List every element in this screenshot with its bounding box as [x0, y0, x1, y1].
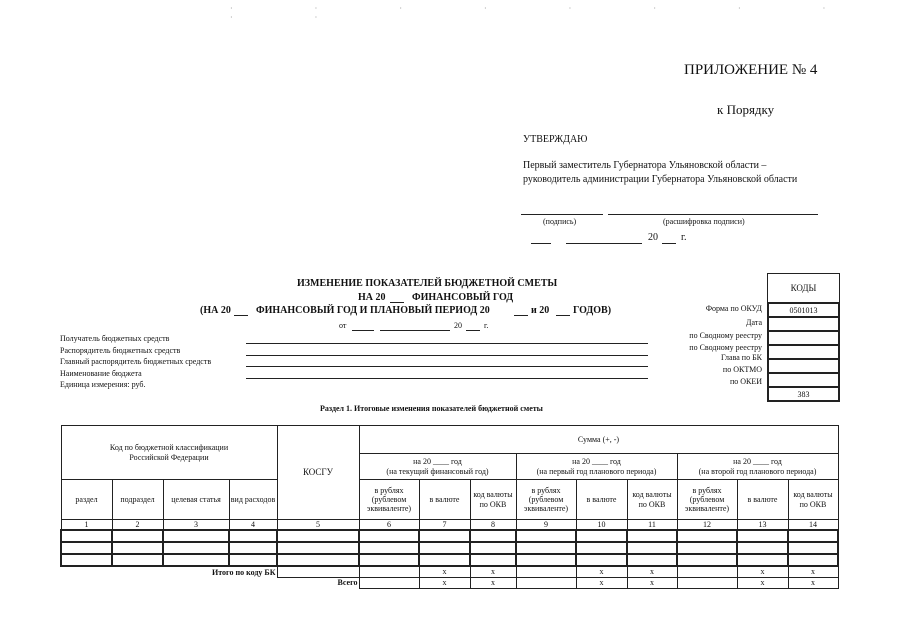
field-manager: Распорядитель бюджетных средств: [60, 346, 181, 355]
x-mark: х: [627, 566, 677, 577]
codes-value: 383: [768, 387, 839, 401]
period-prefix: на 20: [572, 457, 590, 467]
approve-date-year: 20: [648, 232, 658, 243]
from-day-line: [352, 330, 374, 331]
date-year-line: [662, 243, 676, 244]
total-bk-row: [61, 566, 838, 577]
codes-value: 0501013: [768, 303, 839, 317]
table-row: [61, 542, 838, 554]
period-second-plan: на 20 ____ год (на второй год планового периода): [677, 454, 838, 480]
codes-header: КОДЫ: [790, 283, 817, 293]
title-year-prefix: НА 20: [358, 292, 386, 303]
x-mark: х: [470, 566, 516, 577]
col-number: 2: [112, 520, 163, 531]
x-mark: х: [419, 566, 470, 577]
bk-header: [61, 426, 277, 480]
date-month-line: [566, 243, 642, 244]
table-row: [61, 554, 838, 566]
col-number: 4: [229, 520, 277, 531]
col-rub: в рублях (рублевом эквиваленте): [516, 480, 576, 520]
period-year: год: [609, 457, 621, 467]
x-mark: х: [737, 577, 788, 588]
kosgu-header: КОСГУ: [277, 426, 359, 520]
title-period-line2: [514, 315, 528, 316]
period-prefix: на 20: [733, 457, 751, 467]
bk-header-line1: Код по бюджетной классификации: [109, 443, 229, 453]
codes-value: [768, 317, 839, 331]
codes-label: Форма по ОКУД: [705, 304, 762, 313]
codes-label: Глава по БК: [721, 353, 762, 362]
scan-noise: · · · · · · · · · ·: [230, 4, 866, 22]
from-year: 20: [454, 321, 462, 330]
codes-label: Дата: [746, 318, 762, 327]
col-currency: в валюте: [737, 480, 788, 520]
codes-table: [767, 302, 840, 402]
x-mark: х: [788, 577, 838, 588]
signature-line: [521, 214, 603, 215]
official-title-line2: руководитель администрации Губернатора Ульяновской области: [523, 174, 798, 185]
x-mark: х: [470, 577, 516, 588]
total-bk-label: Итого по коду БК: [212, 567, 276, 577]
date-day-line: [531, 243, 551, 244]
codes-label: по Сводному реестру: [689, 343, 762, 352]
codes-value: [768, 345, 839, 359]
col-number: 6: [359, 520, 419, 531]
field-chief-manager: Главный распорядитель бюджетных средств: [60, 357, 212, 366]
order-reference: к Порядку: [717, 102, 775, 117]
period-first-plan: на 20 ____ год (на первый год планового периода): [516, 454, 677, 480]
budget-changes-table: [60, 425, 839, 589]
table-row: [61, 530, 838, 542]
codes-value: [768, 373, 839, 387]
field-unit: Единица измерения: руб.: [60, 380, 146, 389]
period-year: год: [770, 457, 782, 467]
x-mark: х: [576, 577, 627, 588]
col-rub: в рублях (рублевом эквиваленте): [677, 480, 737, 520]
col-number: 12: [677, 520, 737, 531]
field-line: [246, 355, 648, 356]
x-mark: х: [576, 566, 627, 577]
x-mark: х: [737, 566, 788, 577]
bk-header-line2: Российской Федерации: [129, 452, 209, 462]
codes-value: [768, 359, 839, 373]
total-all-label: Всего: [337, 578, 358, 588]
appendix-number: ПРИЛОЖЕНИЕ № 4: [684, 62, 818, 78]
title-year-line: [390, 302, 404, 303]
col-section: раздел: [61, 480, 112, 520]
signature-decode-line: [608, 214, 818, 215]
field-line: [246, 378, 648, 379]
period-caption: (на первый год планового периода): [536, 466, 657, 476]
total-all-row: [61, 577, 838, 588]
from-year-line: [466, 330, 480, 331]
field-line: [246, 343, 648, 344]
field-line: [246, 366, 648, 367]
col-expense-type: вид расходов: [229, 480, 277, 520]
from-label: от: [339, 321, 347, 330]
sum-header: Сумма (+, -): [359, 426, 838, 454]
approve-label: УТВЕРЖДАЮ: [523, 134, 588, 145]
col-number: 1: [61, 520, 112, 531]
codes-value: [768, 331, 839, 345]
col-okv: код валюты по ОКВ: [470, 480, 516, 520]
codes-header-box: [767, 273, 840, 303]
col-number: 9: [516, 520, 576, 531]
col-currency: в валюте: [576, 480, 627, 520]
period-caption: (на второй год планового периода): [698, 466, 817, 476]
col-target: целевая статья: [163, 480, 229, 520]
col-okv: код валюты по ОКВ: [627, 480, 677, 520]
col-currency: в валюте: [419, 480, 470, 520]
period-prefix: на 20: [413, 457, 431, 467]
period-year: год: [450, 457, 462, 467]
col-number: 14: [788, 520, 838, 531]
col-subsection: подраздел: [112, 480, 163, 520]
title-period-line3: [556, 315, 570, 316]
col-number: 5: [277, 520, 359, 531]
from-suffix: г.: [484, 321, 489, 330]
col-okv: код валюты по ОКВ: [788, 480, 838, 520]
codes-label: по ОКЕИ: [729, 377, 762, 386]
x-mark: х: [627, 577, 677, 588]
signature-decode-caption: (расшифровка подписи): [663, 217, 745, 226]
section-title: Раздел 1. Итоговые изменения показателей бюджетной сметы: [320, 404, 543, 413]
col-number: 10: [576, 520, 627, 531]
col-number: 8: [470, 520, 516, 531]
field-recipient: Получатель бюджетных средств: [60, 334, 170, 343]
col-rub: в рублях (рублевом эквиваленте): [359, 480, 419, 520]
title-period-prefix: (НА 20: [200, 305, 231, 316]
signature-caption: (подпись): [543, 217, 577, 226]
col-number: 13: [737, 520, 788, 531]
codes-label: по ОКТМО: [722, 365, 762, 374]
official-title-line1: Первый заместитель Губернатора Ульяновской области –: [523, 160, 767, 171]
title-period-mid: ФИНАНСОВЫЙ ГОД И ПЛАНОВЫЙ ПЕРИОД 20: [256, 305, 490, 316]
col-number: 11: [627, 520, 677, 531]
title-fin-year: ФИНАНСОВЫЙ ГОД: [412, 292, 514, 303]
title-period-line1: [234, 315, 248, 316]
period-caption: (на текущий финансовый год): [386, 466, 489, 476]
field-budget-name: Наименование бюджета: [60, 369, 142, 378]
x-mark: х: [788, 566, 838, 577]
x-mark: х: [419, 577, 470, 588]
col-number: 7: [419, 520, 470, 531]
period-current: на 20 ____ год (на текущий финансовый год): [359, 454, 516, 480]
codes-label: по Сводному реестру: [689, 331, 762, 340]
document-title: ИЗМЕНЕНИЕ ПОКАЗАТЕЛЕЙ БЮДЖЕТНОЙ СМЕТЫ: [297, 278, 558, 289]
from-month-line: [380, 330, 450, 331]
title-period-suffix: ГОДОВ): [573, 305, 612, 316]
title-period-and: и 20: [531, 305, 550, 316]
col-number: 3: [163, 520, 229, 531]
approve-date-suffix: г.: [681, 232, 687, 243]
